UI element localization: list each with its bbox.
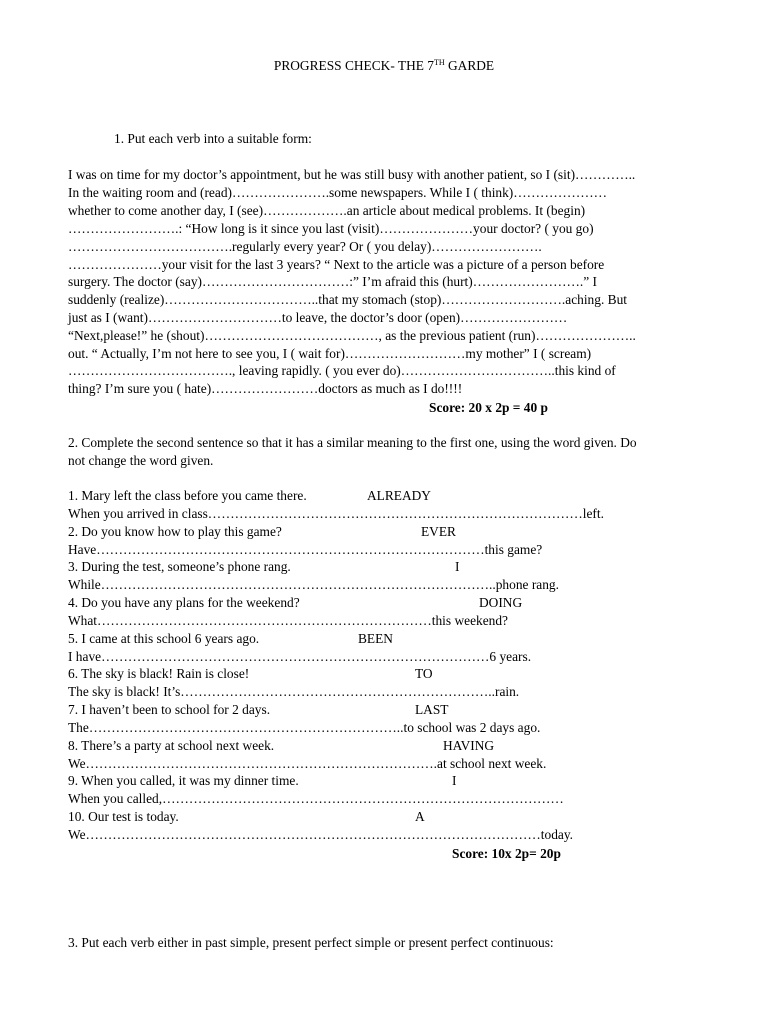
item-keyword: DOING <box>479 595 523 610</box>
item-question: 8. There’s a party at school next week. <box>68 738 275 753</box>
item-answer-line[interactable]: The sky is black! It’s……………………………………………………………..rain. <box>68 684 520 699</box>
item-keyword: LAST <box>415 702 449 717</box>
item-question: 9. When you called, it was my dinner time. <box>68 773 299 788</box>
item-question: 6. The sky is black! Rain is close! <box>68 666 250 681</box>
item-question: 3. During the test, someone’s phone rang. <box>68 559 291 574</box>
section2-score: Score: 10x 2p= 20p <box>452 846 561 861</box>
item-keyword: EVER <box>421 524 456 539</box>
section1-line: “Next,please!” he (shout)…………………………………, as the previous patient (run)………………….. <box>68 328 636 343</box>
section3-heading: 3. Put each verb either in past simple, present perfect simple or present perfect continuous: <box>68 935 554 950</box>
page-title <box>0 58 768 74</box>
section1-line: ……………………………….regularly every year? Or ( you delay)……………………. <box>68 239 542 254</box>
item-answer-line[interactable]: We…………………………………………………………………….at school next week. <box>68 756 547 771</box>
section1-heading: 1. Put each verb into a suitable form: <box>114 131 312 146</box>
item-keyword: I <box>455 559 460 574</box>
item-answer-line[interactable]: We…………………………………………………………………………………………today. <box>68 827 574 842</box>
section1-line: suddenly (realize)……………………………..that my stomach (stop)……………………….aching. But <box>68 292 627 307</box>
item-question: 1. Mary left the class before you came there. <box>68 488 307 503</box>
item-answer-line[interactable]: Have……………………………………………………………………………this game? <box>68 542 543 557</box>
item-answer-line[interactable]: What…………………………………………………………………this weekend? <box>68 613 508 628</box>
item-keyword: TO <box>415 666 433 681</box>
item-keyword: HAVING <box>443 738 495 753</box>
section1-score: Score: 20 x 2p = 40 p <box>429 400 548 415</box>
section1-line: In the waiting room and (read)………………….some newspapers. While I ( think)………………… <box>68 185 607 200</box>
item-question: 4. Do you have any plans for the weekend? <box>68 595 300 610</box>
item-question: 5. I came at this school 6 years ago. <box>68 631 260 646</box>
title-main: PROGRESS CHECK- THE 7 <box>273 58 434 73</box>
item-question: 10. Our test is today. <box>68 809 179 824</box>
item-keyword: BEEN <box>358 631 393 646</box>
section1-line: just as I (want)…………………………to leave, the doctor’s door (open)…………………… <box>68 310 568 325</box>
item-question: 2. Do you know how to play this game? <box>68 524 282 539</box>
item-answer-line[interactable]: I have……………………………………………………………………………6 years. <box>68 649 532 664</box>
item-answer-line[interactable]: When you arrived in class…………………………………………………………………………left. <box>68 506 604 521</box>
item-question: 7. I haven’t been to school for 2 days. <box>68 702 271 717</box>
section2-instruction: 2. Complete the second sentence so that it has a similar meaning to the first one, using the word given. Do <box>68 435 637 450</box>
section1-line: ………………………………., leaving rapidly. ( you ever do)……………………………..this kind of <box>68 363 616 378</box>
item-answer-line[interactable]: While……………………………………………………………………………..phone rang. <box>68 577 559 592</box>
section1-line: I was on time for my doctor’s appointment, but he was still busy with another patient, so I (sit)………….. <box>68 167 636 182</box>
item-answer-line[interactable]: When you called,……………………………………………………………………………… <box>68 791 564 806</box>
title-superscript: TH <box>433 58 445 67</box>
item-keyword: ALREADY <box>367 488 431 503</box>
item-keyword: A <box>415 809 425 824</box>
section1-line: …………………your visit for the last 3 years? “ Next to the article was a picture of a person before <box>68 257 605 272</box>
section1-line: out. “ Actually, I’m not here to see you, I ( wait for)………………………my mother” I ( scream) <box>68 346 592 361</box>
section1-line: …………………….: “How long is it since you last (visit)…………………your doctor? ( you go) <box>68 221 594 236</box>
section2-instruction: not change the word given. <box>68 453 214 468</box>
item-answer-line[interactable]: The……………………………………………………………..to school was 2 days ago. <box>68 720 541 735</box>
section1-line: surgery. The doctor (say)……………………………:” I’m afraid this (hurt)…………………….” I <box>68 274 597 289</box>
section1-line: whether to come another day, I (see)……………….an article about medical problems. It (begin) <box>68 203 586 218</box>
title-tail: GARDE <box>444 58 495 73</box>
section1-line: thing? I’m sure you ( hate)……………………doctors as much as I do!!!! <box>68 381 463 396</box>
item-keyword: I <box>452 773 457 788</box>
